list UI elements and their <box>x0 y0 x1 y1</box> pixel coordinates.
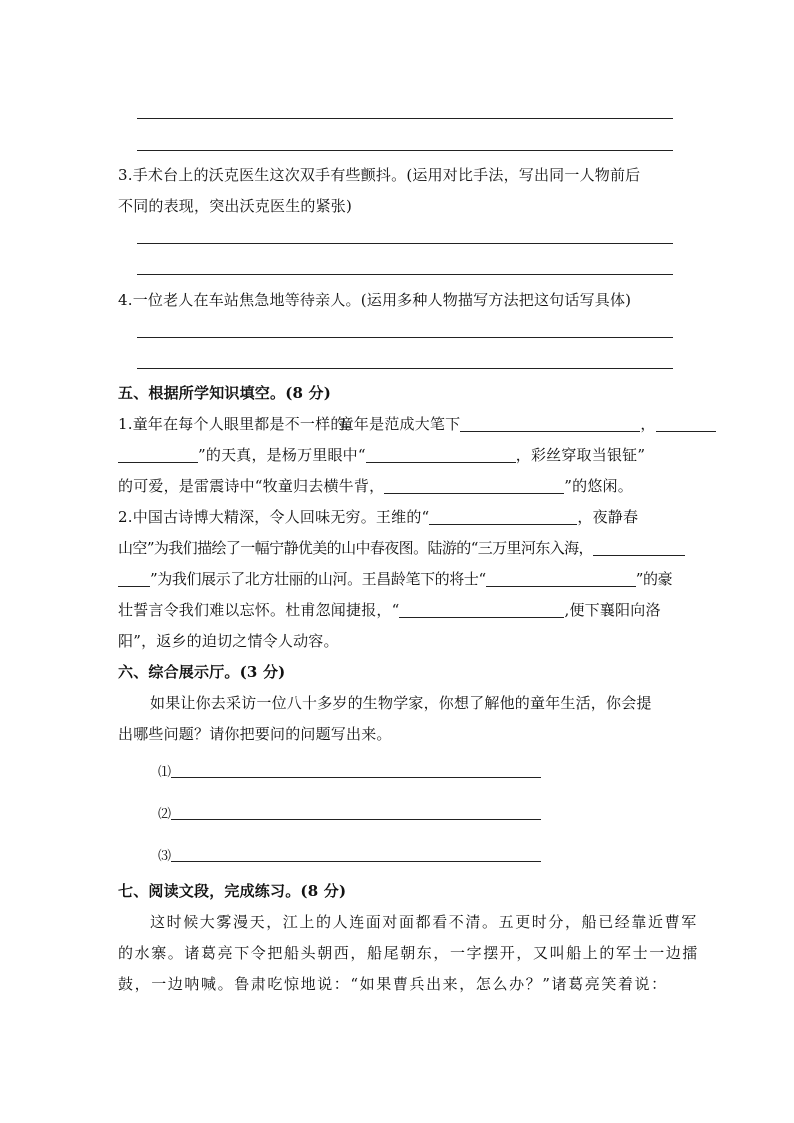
s5-q1-line-1 <box>118 414 716 434</box>
q3-line-1: 3.手术台上的沃克医生这次双手有些颤抖。(运用对比手法，写出同一人物前后 <box>118 166 641 184</box>
section-7-heading: 七、阅读文段，完成练习。(8 分) <box>118 882 347 900</box>
s6-question-number: ⑶ <box>158 849 172 864</box>
fill-blank[interactable] <box>593 540 685 556</box>
answer-line[interactable] <box>137 150 673 151</box>
s6-question-2 <box>158 806 541 824</box>
s5-q2-text-d: ”为我们描绘了一幅宁静优美的山中春夜图。 <box>146 539 428 557</box>
s6-prompt-line-1: 如果让你去采访一位八十多岁的生物学家，你想了解他的童年生活，你会提 <box>150 694 652 712</box>
section-5-heading: 五、根据所学知识填空。(8 分) <box>118 384 332 402</box>
s6-prompt-line-2: 出哪些问题？请你把要问的问题写出来。 <box>118 725 392 743</box>
s7-passage-line-1: 这时候大雾漫天，江上的人连面对面都看不清。五更时分，船已经靠近曹军 <box>150 913 698 931</box>
s5-q1-text-a: 1.童年在每个人眼里都是不一样的。 <box>118 415 361 433</box>
s5-q1-text-e: ，彩丝穿取当银钲” <box>515 446 646 464</box>
s5-q2-text-i: ”的豪 <box>635 570 673 588</box>
answer-line[interactable] <box>137 337 673 338</box>
question-answer-line[interactable] <box>171 807 541 820</box>
answer-line[interactable] <box>137 368 673 369</box>
section-6-heading: 六、综合展示厅。(3 分) <box>118 663 286 681</box>
s5-q2-text-a: 2.中国古诗博大精深，令人回味无穷。王维的“ <box>118 508 430 526</box>
s5-q1-text-g: ”的悠闲。 <box>564 477 633 495</box>
s5-q2-text-j: 壮誓言令我们难以忘怀。杜甫 <box>118 601 316 619</box>
fill-blank[interactable] <box>460 416 640 432</box>
s5-q2-line-5: 阳”，返乡的迫切之情令人动容。 <box>118 632 339 650</box>
s5-q2-text-m: ,便下襄阳向洛 <box>564 601 661 619</box>
q4-line-1: 4.一位老人在车站焦急地等待亲人。(运用多种人物描写方法把这句话写具体) <box>118 291 632 309</box>
s5-q1-text-c: ， <box>640 415 656 433</box>
s5-q1-text-f: 的可爱，是雷震诗中“牧童归去横牛背， <box>118 477 385 495</box>
s5-q2-line-4 <box>118 600 661 620</box>
s5-q2-text-h: 王昌龄笔下的将士“ <box>361 570 486 588</box>
s5-q2-line-3 <box>118 569 672 589</box>
s7-passage-line-3: 鼓，一边呐喊。鲁肃吃惊地说：“如果曹兵出来，怎么办？”诸葛亮笑着说： <box>118 975 668 993</box>
fill-blank[interactable] <box>656 416 716 432</box>
s5-q2-text-c: 山空 <box>118 539 147 557</box>
s6-question-number: ⑴ <box>158 765 172 780</box>
s6-question-1 <box>158 764 541 782</box>
fill-blank[interactable] <box>366 447 516 463</box>
s5-q1-line-3 <box>118 476 633 496</box>
s5-q1-line-2 <box>118 445 645 465</box>
question-answer-line[interactable] <box>171 765 541 778</box>
answer-line[interactable] <box>137 243 673 244</box>
s5-q1-text-b: 童年是范成大笔下 <box>338 415 461 433</box>
fill-blank[interactable] <box>118 571 150 587</box>
fill-blank[interactable] <box>399 602 564 618</box>
fill-blank[interactable] <box>118 447 198 463</box>
q3-line-2: 不同的表现，突出沃克医生的紧张) <box>118 197 353 215</box>
s5-q2-text-l: 忽闻捷报，“ <box>315 601 400 619</box>
question-answer-line[interactable] <box>171 849 541 862</box>
s6-question-3 <box>158 848 541 866</box>
s5-q1-text-d: ”的天真，是杨万里眼中“ <box>198 446 366 464</box>
s5-q2-text-f: “三万里河东入海， <box>470 539 593 557</box>
fill-blank[interactable] <box>486 571 636 587</box>
s5-q2-line-2 <box>118 538 685 558</box>
fill-blank[interactable] <box>429 509 577 525</box>
fill-blank[interactable] <box>384 478 564 494</box>
s7-passage-line-2: 的水寨。诸葛亮下令把船头朝西，船尾朝东，一字摆开，又叫船上的军士一边擂 <box>118 944 700 962</box>
s5-q2-text-g: ”为我们展示了北方壮丽的山河。 <box>150 570 362 588</box>
s5-q2-text-e: 陆游的 <box>427 539 471 557</box>
answer-line[interactable] <box>137 118 673 119</box>
answer-line[interactable] <box>137 274 673 275</box>
s6-question-number: ⑵ <box>158 807 172 822</box>
s5-q2-text-b: ，夜静春 <box>577 508 639 526</box>
s5-q2-line-1 <box>118 507 638 527</box>
